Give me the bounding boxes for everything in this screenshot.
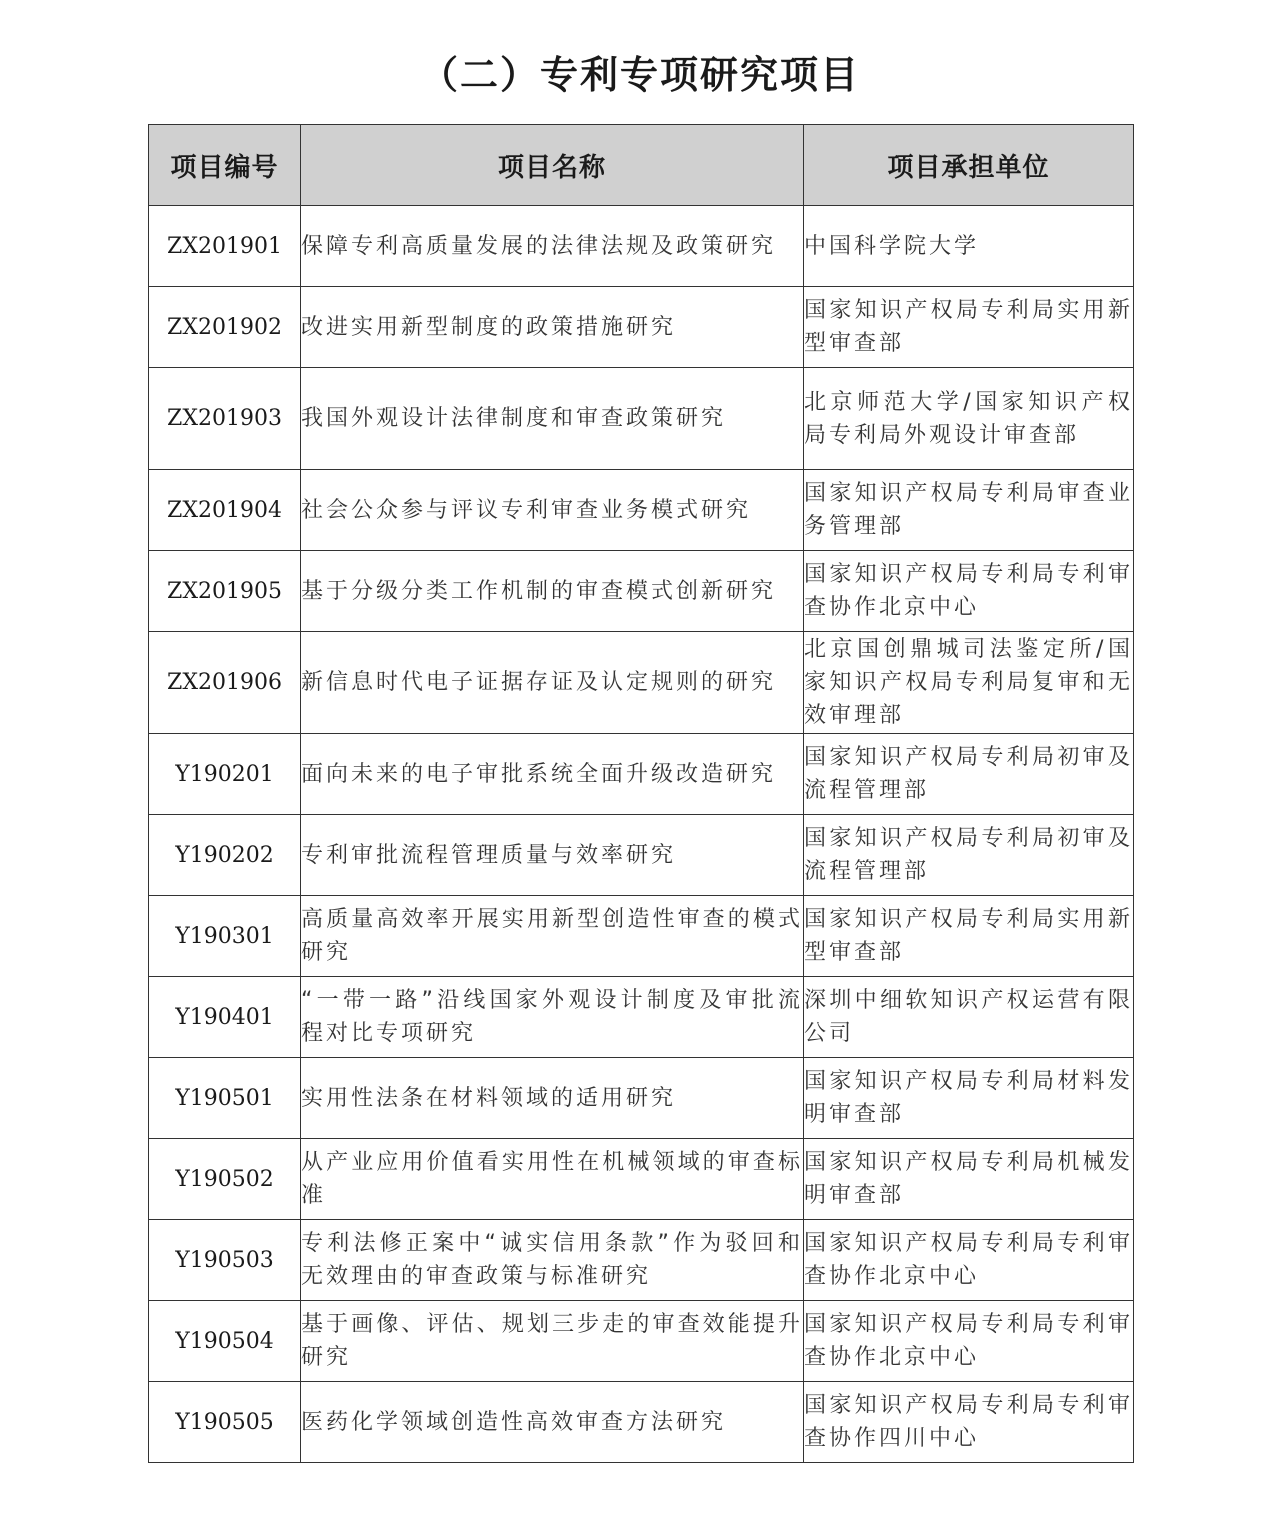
project-unit: 国家知识产权局专利局机械发明审查部 (804, 1139, 1134, 1220)
project-id: ZX201903 (149, 368, 301, 470)
project-name: 改进实用新型制度的政策措施研究 (301, 287, 804, 368)
project-unit: 国家知识产权局专利局专利审查协作北京中心 (804, 1220, 1134, 1301)
project-name: 医药化学领域创造性高效审查方法研究 (301, 1382, 804, 1463)
header-project-unit: 项目承担单位 (804, 125, 1134, 206)
projects-table (148, 124, 1134, 1463)
project-name: 基于分级分类工作机制的审查模式创新研究 (301, 551, 804, 632)
table-row (149, 287, 1134, 368)
project-name: 保障专利高质量发展的法律法规及政策研究 (301, 206, 804, 287)
project-id: Y190505 (149, 1382, 301, 1463)
project-unit: 北京国创鼎城司法鉴定所/国家知识产权局专利局复审和无效审理部 (804, 632, 1134, 734)
project-name: 高质量高效率开展实用新型创造性审查的模式研究 (301, 896, 804, 977)
project-name: 我国外观设计法律制度和审查政策研究 (301, 368, 804, 470)
header-project-id: 项目编号 (149, 125, 301, 206)
table-row (149, 1382, 1134, 1463)
project-name: 专利审批流程管理质量与效率研究 (301, 815, 804, 896)
project-unit: 中国科学院大学 (804, 206, 1134, 287)
project-name: 社会公众参与评议专利审查业务模式研究 (301, 470, 804, 551)
project-name: 面向未来的电子审批系统全面升级改造研究 (301, 734, 804, 815)
project-id: Y190503 (149, 1220, 301, 1301)
project-unit: 国家知识产权局专利局专利审查协作北京中心 (804, 551, 1134, 632)
table-row (149, 734, 1134, 815)
project-id: ZX201904 (149, 470, 301, 551)
project-name: 新信息时代电子证据存证及认定规则的研究 (301, 632, 804, 734)
project-unit: 国家知识产权局专利局专利审查协作四川中心 (804, 1382, 1134, 1463)
project-name: 实用性法条在材料领域的适用研究 (301, 1058, 804, 1139)
table-row (149, 977, 1134, 1058)
table-row (149, 551, 1134, 632)
project-unit: 国家知识产权局专利局实用新型审查部 (804, 287, 1134, 368)
project-unit: 国家知识产权局专利局专利审查协作北京中心 (804, 1301, 1134, 1382)
project-id: Y190201 (149, 734, 301, 815)
project-unit: 国家知识产权局专利局初审及流程管理部 (804, 734, 1134, 815)
table-row (149, 815, 1134, 896)
header-project-name: 项目名称 (301, 125, 804, 206)
project-unit: 国家知识产权局专利局审查业务管理部 (804, 470, 1134, 551)
project-id: ZX201906 (149, 632, 301, 734)
project-name: 从产业应用价值看实用性在机械领域的审查标准 (301, 1139, 804, 1220)
table-row (149, 1301, 1134, 1382)
project-unit: 国家知识产权局专利局材料发明审查部 (804, 1058, 1134, 1139)
table-row (149, 896, 1134, 977)
project-id: ZX201901 (149, 206, 301, 287)
table-row (149, 206, 1134, 287)
table-row (149, 1220, 1134, 1301)
table-row (149, 632, 1134, 734)
table-row (149, 1058, 1134, 1139)
project-name: 基于画像、评估、规划三步走的审查效能提升研究 (301, 1301, 804, 1382)
project-unit: 国家知识产权局专利局实用新型审查部 (804, 896, 1134, 977)
project-id: Y190502 (149, 1139, 301, 1220)
project-id: Y190504 (149, 1301, 301, 1382)
table-header-row (149, 125, 1134, 206)
project-unit: 深圳中细软知识产权运营有限公司 (804, 977, 1134, 1058)
project-unit: 国家知识产权局专利局初审及流程管理部 (804, 815, 1134, 896)
project-id: Y190401 (149, 977, 301, 1058)
table-row (149, 1139, 1134, 1220)
project-unit: 北京师范大学/国家知识产权局专利局外观设计审查部 (804, 368, 1134, 470)
table-row (149, 470, 1134, 551)
table-row (149, 368, 1134, 470)
project-id: Y190301 (149, 896, 301, 977)
project-id: ZX201905 (149, 551, 301, 632)
project-id: Y190202 (149, 815, 301, 896)
project-id: Y190501 (149, 1058, 301, 1139)
project-name: “一带一路”沿线国家外观设计制度及审批流程对比专项研究 (301, 977, 804, 1058)
project-id: ZX201902 (149, 287, 301, 368)
page-title: （二）专利专项研究项目 (419, 53, 860, 97)
project-name: 专利法修正案中“诚实信用条款”作为驳回和无效理由的审查政策与标准研究 (301, 1220, 804, 1301)
